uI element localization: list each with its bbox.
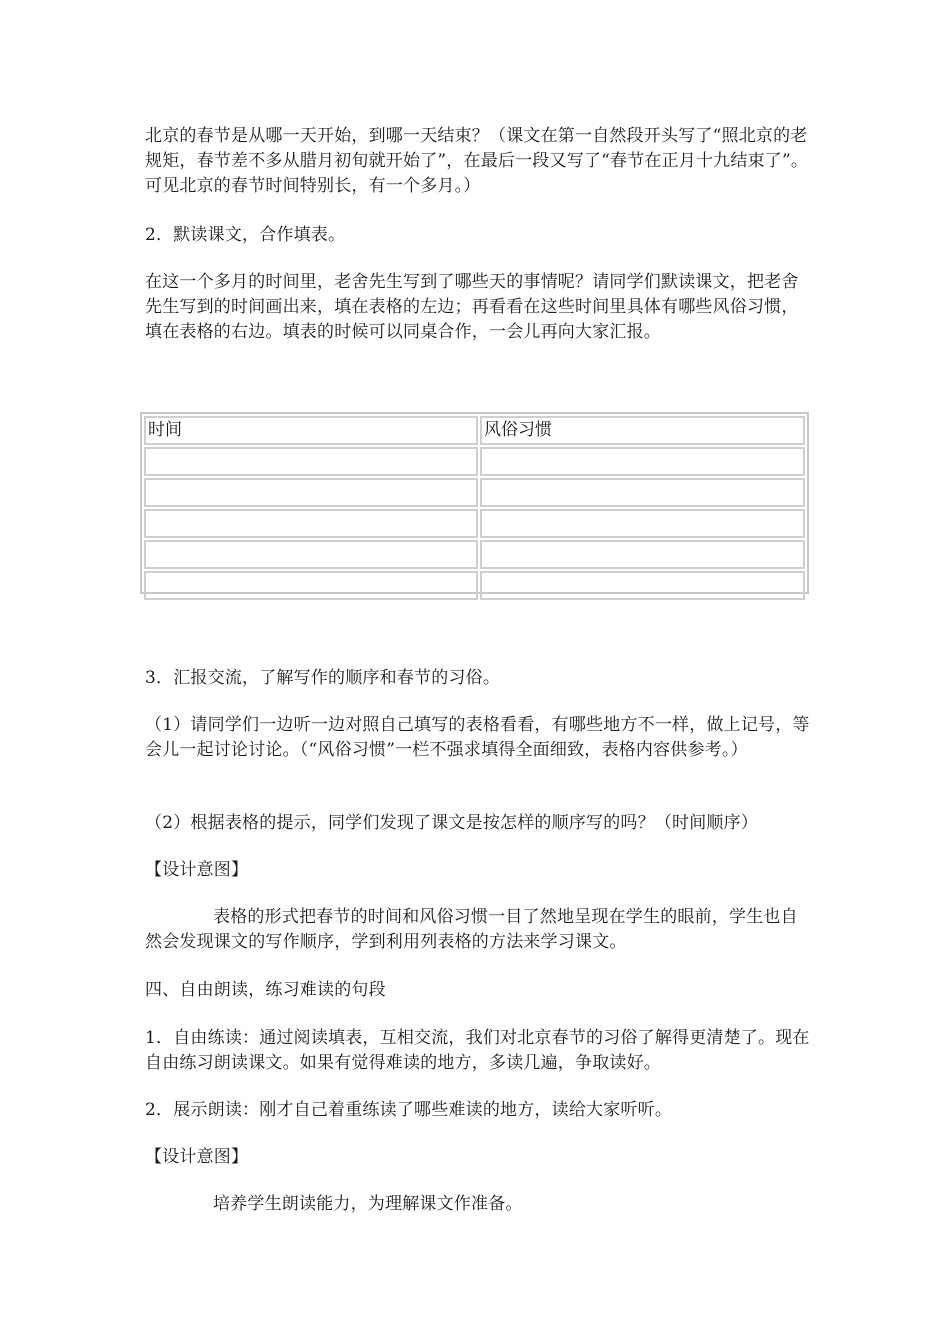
paragraph-show-reading: 2．展示朗读：刚才自己着重练读了哪些难读的地方，读给大家听听。 (145, 1100, 673, 1120)
paragraph-free-practice: 1．自由练读：通过阅读填表，互相交流，我们对北京春节的习俗了解得更清楚了。现在自由练习朗读课文。如果有觉得难读的地方，多读几遍，争取读好。 (145, 1028, 810, 1073)
table-header-customs: 风俗习惯 (480, 416, 805, 445)
table-row (144, 478, 805, 507)
table-cell-customs[interactable] (480, 571, 805, 600)
design-intent-label-1: 【设计意图】 (145, 860, 249, 880)
section-4-heading: 四、自由朗读，练习难读的句段 (145, 980, 386, 1000)
table-cell-customs[interactable] (480, 447, 805, 476)
table-cell-customs[interactable] (480, 540, 805, 569)
table-row (144, 447, 805, 476)
paragraph-design-intent-2: 培养学生朗读能力，为理解课文作准备。 (213, 1194, 523, 1214)
fill-in-table (140, 412, 809, 594)
table-cell-customs[interactable] (480, 509, 805, 538)
paragraph-compare-tables: （1）请同学们一边听一边对照自己填写的表格看看，有哪些地方不一样，做上记号，等会儿一起讨论讨论。（“风俗习惯”一栏不强求填得全面细致，表格内容供参考。） (145, 715, 810, 760)
design-intent-label-2: 【设计意图】 (145, 1147, 249, 1167)
table-row (144, 571, 805, 600)
table-cell-time[interactable] (144, 571, 478, 600)
table-cell-time[interactable] (144, 509, 478, 538)
step-3-heading: 3．汇报交流，了解写作的顺序和春节的习俗。 (145, 668, 501, 688)
paragraph-spring-festival-duration: 北京的春节是从哪一天开始，到哪一天结束？（课文在第一自然段开头写了“照北京的老规矩，春节差不多从腊月初旬就开始了”，在最后一段又写了“春节在正月十九结束了”。可见北京的春节时间特别长，有一个多月。） (145, 126, 809, 196)
table-header-row (144, 416, 805, 445)
table-row (144, 540, 805, 569)
paragraph-writing-order-question: （2）根据表格的提示，同学们发现了课文是按怎样的顺序写的吗？（时间顺序） (145, 813, 759, 833)
step-2-heading: 2．默读课文，合作填表。 (145, 225, 346, 245)
table-row (144, 509, 805, 538)
table-cell-time[interactable] (144, 447, 478, 476)
table-cell-time[interactable] (144, 540, 478, 569)
paragraph-fill-table-instructions: 在这一个多月的时间里，老舍先生写到了哪些天的事情呢？请同学们默读课文，把老舍先生写到的时间画出来，填在表格的左边；再看看在这些时间里具体有哪些风俗习惯，填在表格的右边。填表的时候可以同桌合作，一会儿再向大家汇报。 (145, 272, 799, 342)
table-cell-time[interactable] (144, 478, 478, 507)
table-cell-customs[interactable] (480, 478, 805, 507)
table-header-time: 时间 (144, 416, 478, 445)
paragraph-design-intent-1: 表格的形式把春节的时间和风俗习惯一目了然地呈现在学生的眼前，学生也自然会发现课文的写作顺序，学到利用列表格的方法来学习课文。 (145, 907, 798, 952)
